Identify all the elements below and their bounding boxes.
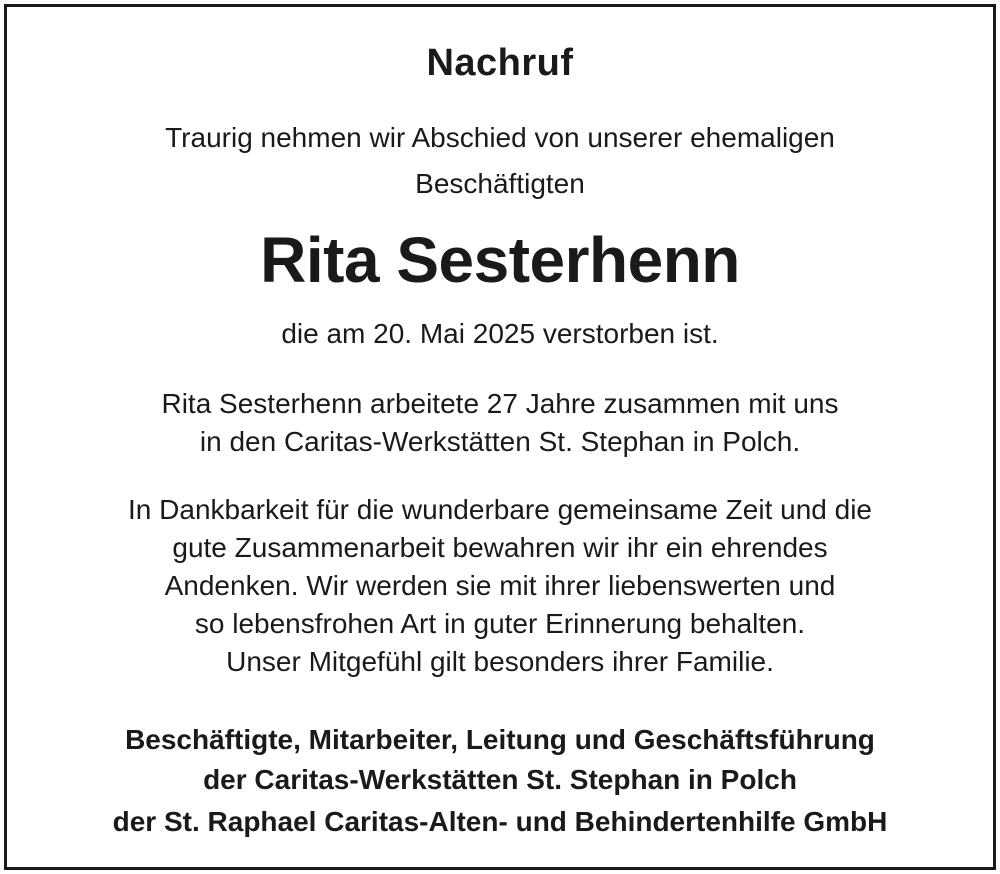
death-date-line: die am 20. Mai 2025 verstorben ist. (281, 318, 719, 349)
intro-line-1: Traurig nehmen wir Abschied von unserer ehemaligen (165, 122, 835, 153)
signature-line-2: der Caritas-Werkstätten St. Stephan in Polch (203, 764, 797, 795)
intro-line-2: Beschäftigten (415, 168, 585, 199)
deceased-name: Rita Sesterhenn (260, 224, 740, 296)
gratitude-line-4: so lebensfrohen Art in guter Erinnerung behalten. (194, 608, 806, 639)
work-line-1: Rita Sesterhenn arbeitete 27 Jahre zusammen mit uns (161, 388, 839, 419)
gratitude-line-3: Andenken. Wir werden sie mit ihrer liebenswerten und (164, 570, 836, 601)
notice-title: Nachruf (426, 42, 574, 84)
signature-line-1: Beschäftigte, Mitarbeiter, Leitung und Geschäftsführung (125, 724, 875, 755)
signature-line-3: der St. Raphael Caritas-Alten- und Behindertenhilfe GmbH (112, 806, 888, 837)
gratitude-line-1: In Dankbarkeit für die wunderbare gemeinsame Zeit und die (128, 494, 872, 525)
gratitude-line-5: Unser Mitgefühl gilt besonders ihrer Familie. (226, 646, 774, 677)
work-line-2: in den Caritas-Werkstätten St. Stephan in Polch. (199, 426, 801, 457)
gratitude-line-2: gute Zusammenarbeit bewahren wir ihr ein ehrendes (172, 532, 828, 563)
